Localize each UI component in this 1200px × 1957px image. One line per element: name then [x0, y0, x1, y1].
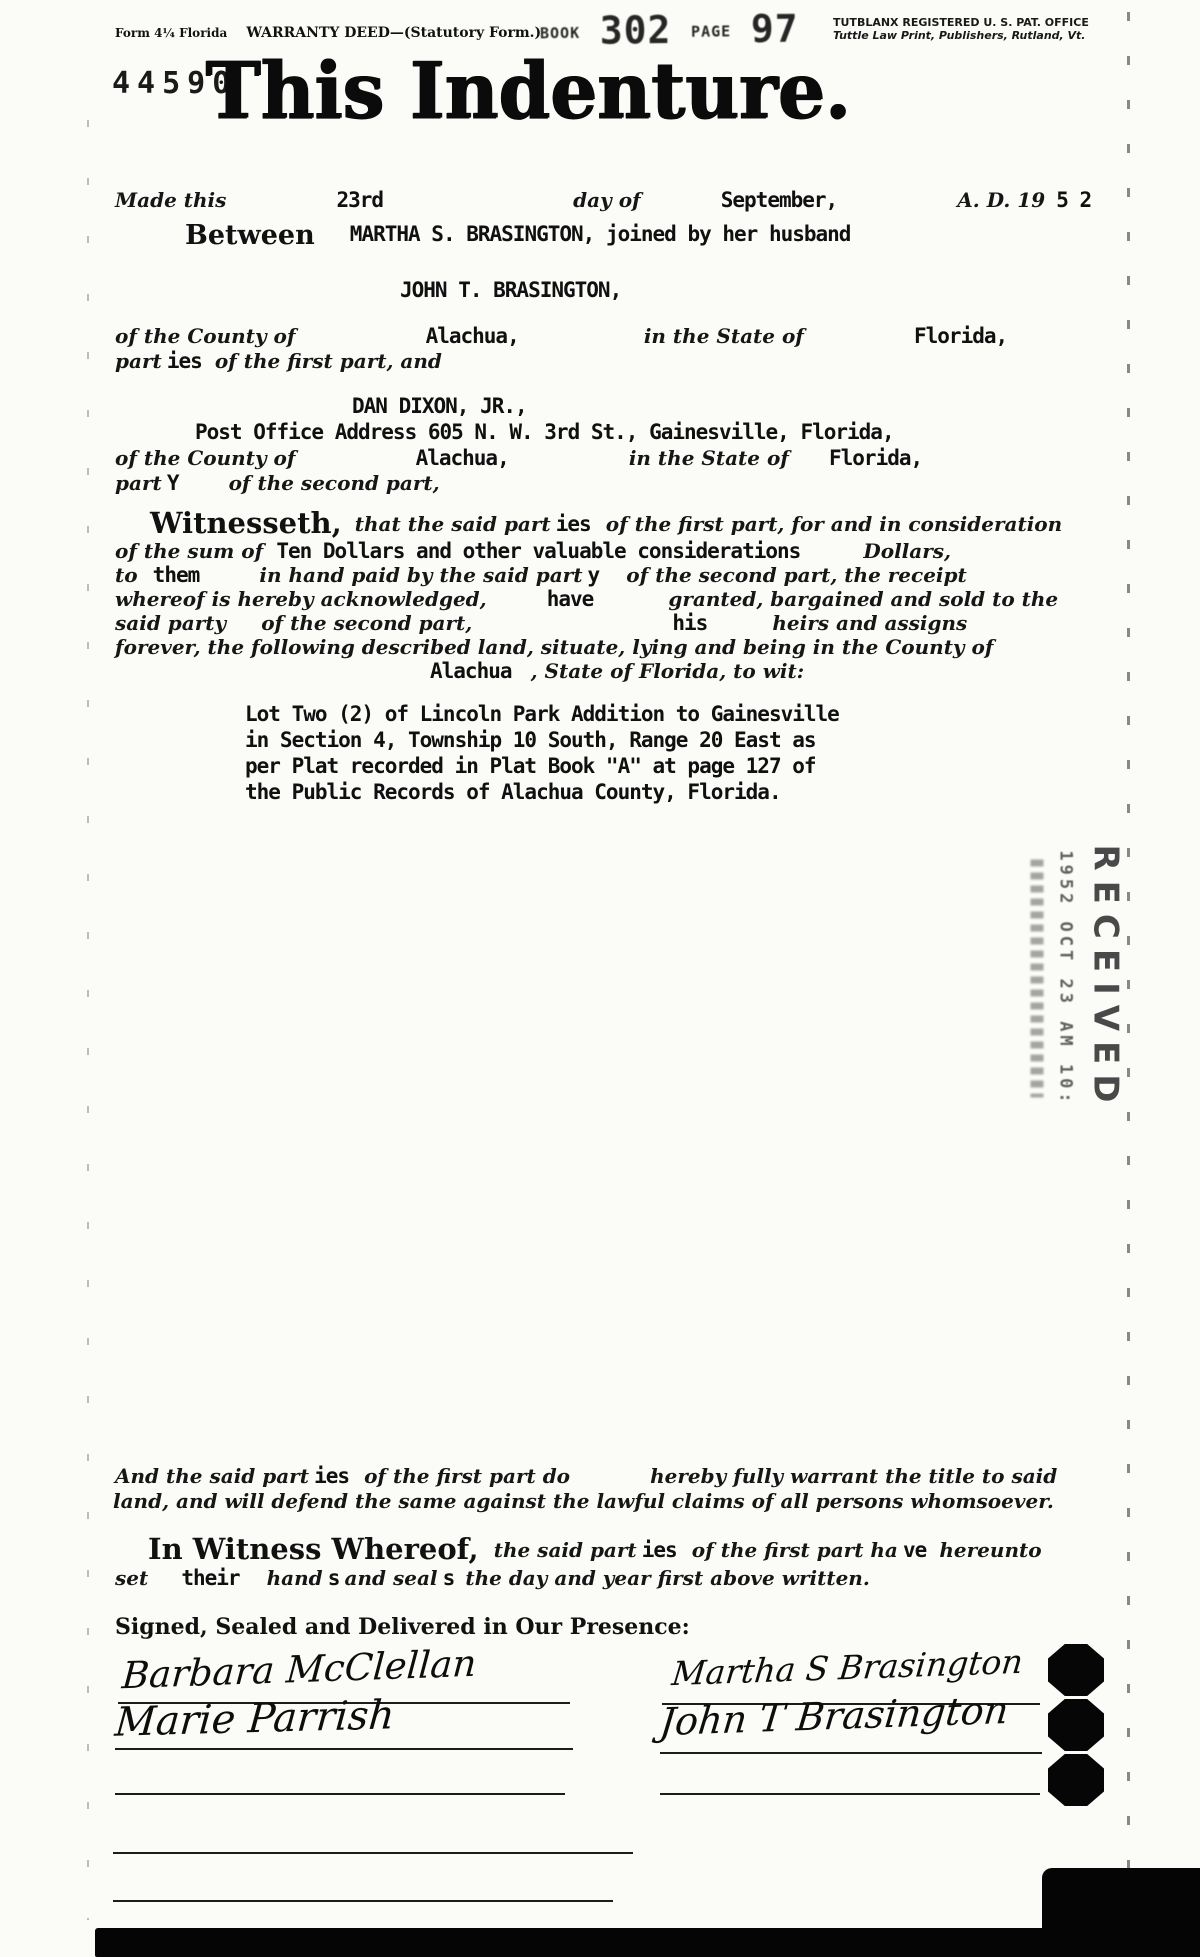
grantee-name: DAN DIXON, JR.,: [352, 394, 527, 418]
witness-whereof-line2: [115, 1566, 870, 1590]
printer-credit: [833, 16, 1089, 42]
form-label: Form 4¼ Florida: [115, 26, 228, 40]
made-label: Made this: [115, 188, 227, 212]
between-label: Between: [185, 220, 315, 251]
ww-l1e: hereunto: [939, 1538, 1042, 1562]
ww-l1d: ve: [902, 1538, 927, 1562]
page-number: 97: [750, 6, 799, 52]
warranty-line1: [115, 1464, 1057, 1488]
warranty-l1b: ies: [314, 1464, 349, 1488]
party-prefix: part: [115, 471, 162, 495]
warranty-line2: land, and will defend the same against the lawful claims of all persons whomsoever.: [113, 1489, 1054, 1513]
witnesseth-l3a: to: [115, 563, 138, 587]
parties-typed: ies: [166, 349, 202, 373]
parties-suffix: of the first part, and: [214, 349, 442, 373]
warranty-l1c: of the first part do: [364, 1464, 571, 1488]
received-stamp-date: 1952 OCT 23 AM 10:: [1055, 849, 1076, 1107]
grantor1-name: MARTHA S. BRASINGTON, joined by her husband: [349, 222, 851, 246]
witnesseth-l4c: granted, bargained and sold to the: [668, 587, 1059, 611]
witness-signature-line-2: [115, 1748, 573, 1750]
ww-l2d: s: [327, 1566, 340, 1590]
printer-line2: Tuttle Law Print, Publishers, Rutland, Vt.: [833, 29, 1086, 42]
second-part-county-line: [115, 446, 922, 470]
ww-l1c: of the first part ha: [691, 1538, 898, 1562]
witnesseth-l1a: that the said part: [354, 512, 551, 536]
witnesseth-l5b: of the second part,: [261, 611, 473, 635]
witnesseth-l4a: whereof is hereby acknowledged,: [115, 587, 487, 611]
blank-signature-line-left-1: [115, 1793, 565, 1795]
witnesseth-line7: [430, 659, 804, 683]
witness-signature-2: Marie Parrish: [113, 1692, 397, 1746]
second-part-line: [115, 471, 440, 495]
first-part-line: [115, 349, 442, 373]
party-suffix: of the second part,: [228, 471, 440, 495]
blank-signature-line-left-3: [113, 1900, 613, 1902]
deed-title: This Indenture.: [205, 45, 851, 137]
printer-line1: TUTBLANX REGISTERED U. S. PAT. OFFICE: [833, 16, 1089, 29]
made-month: September,: [720, 188, 838, 212]
description-line-1: Lot Two (2) of Lincoln Park Addition to Gainesville: [245, 702, 839, 726]
witnesseth-line3: [115, 563, 967, 587]
received-stamp-illegible-line: [1031, 859, 1044, 1097]
first-part-county-line: [115, 324, 1007, 348]
witness-whereof-line1: [148, 1532, 1042, 1566]
seal-blob-3: [1048, 1754, 1104, 1806]
ww-l2c: hand: [266, 1566, 323, 1590]
instrument-number: 44590: [112, 66, 238, 101]
warranty-l1d: hereby fully warrant the title to said: [650, 1464, 1058, 1488]
seal-blob-2: [1048, 1699, 1104, 1751]
witnesseth-l3e: of the second part, the receipt: [626, 563, 967, 587]
ww-l2f: s: [442, 1566, 455, 1590]
blank-signature-line-right-1: [660, 1793, 1040, 1795]
page-label: PAGE: [690, 22, 732, 41]
description-line-2: in Section 4, Township 10 South, Range 20 East as: [245, 728, 816, 752]
county-of-label2: of the County of: [115, 446, 296, 470]
book-label: BOOK: [539, 23, 581, 43]
made-year: 5 2: [1056, 188, 1092, 212]
day-of-label: day of: [573, 188, 641, 212]
received-stamp-text: RECEIVED: [1085, 844, 1126, 1112]
ww-l2g: the day and year first above written.: [465, 1566, 870, 1590]
witnesseth-line4: [115, 587, 1058, 611]
witnesseth-l2c: Dollars,: [863, 539, 951, 563]
parties-prefix: part: [115, 349, 162, 373]
second-part-county: Alachua,: [415, 446, 509, 470]
witness-whereof-heading: In Witness Whereof,: [148, 1532, 479, 1566]
left-margin-dashes: [87, 120, 89, 1920]
county-of-label: of the County of: [115, 324, 296, 348]
witnesseth-line1: [150, 506, 1062, 540]
witnesseth-line6: forever, the following described land, situate, lying and being in the County of: [115, 635, 994, 659]
form-title: WARRANTY DEED—(Statutory Form.): [246, 25, 542, 41]
warranty-l1a: And the said part: [115, 1464, 309, 1488]
grantee-address: Post Office Address 605 N. W. 3rd St., Gainesville, Florida,: [195, 420, 894, 444]
received-stamp: [948, 838, 1200, 1118]
first-part-county: Alachua,: [425, 324, 519, 348]
witnesseth-line5: [115, 611, 967, 635]
witnesseth-l3d: y: [587, 563, 600, 587]
witnesseth-l5c: his: [672, 611, 708, 635]
witnesseth-l1c: of the first part, for and in consideration: [605, 512, 1063, 536]
description-line-4: the Public Records of Alachua County, Florida.: [245, 780, 781, 804]
witnesseth-line2: [115, 539, 951, 563]
party-signature-2: John T Brasington: [657, 1687, 1011, 1745]
witnesseth-l2a: of the sum of: [115, 539, 264, 563]
grantor2-name: JOHN T. BRASINGTON,: [400, 278, 622, 302]
blank-signature-line-left-2: [113, 1852, 633, 1854]
state-of-label2: in the State of: [628, 446, 789, 470]
scan-black-bottom-bar: [95, 1928, 1200, 1957]
witnesseth-l3c: in hand paid by the said part: [259, 563, 583, 587]
ww-l2b: their: [181, 1566, 240, 1590]
party-signature-1: Martha S Brasington: [670, 1641, 1025, 1694]
between-line: [185, 220, 850, 251]
description-line-3: per Plat recorded in Plat Book "A" at page 127 of: [245, 754, 816, 778]
ww-l1a: the said part: [493, 1538, 637, 1562]
ww-l2e: and seal: [344, 1566, 438, 1590]
ad-19-label: A. D. 19: [957, 188, 1046, 212]
party-signature-line-2: [660, 1752, 1042, 1754]
form-header: [115, 22, 541, 41]
witnesseth-l2b: Ten Dollars and other valuable considerations: [276, 539, 801, 563]
state-of-label: in the State of: [643, 324, 804, 348]
witnesseth-l4b: have: [546, 587, 594, 611]
made-day: 23rd: [336, 188, 384, 212]
presence-line: Signed, Sealed and Delivered in Our Presence:: [115, 1614, 690, 1640]
witnesseth-l7a: Alachua: [430, 659, 512, 683]
first-part-state: Florida,: [914, 324, 1008, 348]
witnesseth-l5d: heirs and assigns: [772, 611, 968, 635]
seal-blob-1: [1048, 1644, 1104, 1696]
made-line: [115, 188, 1091, 212]
witnesseth-l1b: ies: [555, 512, 591, 536]
witnesseth-l7b: , State of Florida, to wit:: [530, 659, 805, 683]
witnesseth-l3b: them: [152, 563, 200, 587]
witness-signature-1: Barbara McClellan: [120, 1641, 478, 1698]
witnesseth-l5a: said party: [115, 611, 227, 635]
ww-l2a: set: [115, 1566, 149, 1590]
book-number: 302: [599, 7, 672, 53]
party-typed: Y: [166, 471, 179, 495]
right-margin-dashes: [1127, 12, 1130, 1928]
witnesseth-heading: Witnesseth,: [150, 506, 342, 540]
second-part-state: Florida,: [829, 446, 923, 470]
ww-l1b: ies: [641, 1538, 677, 1562]
